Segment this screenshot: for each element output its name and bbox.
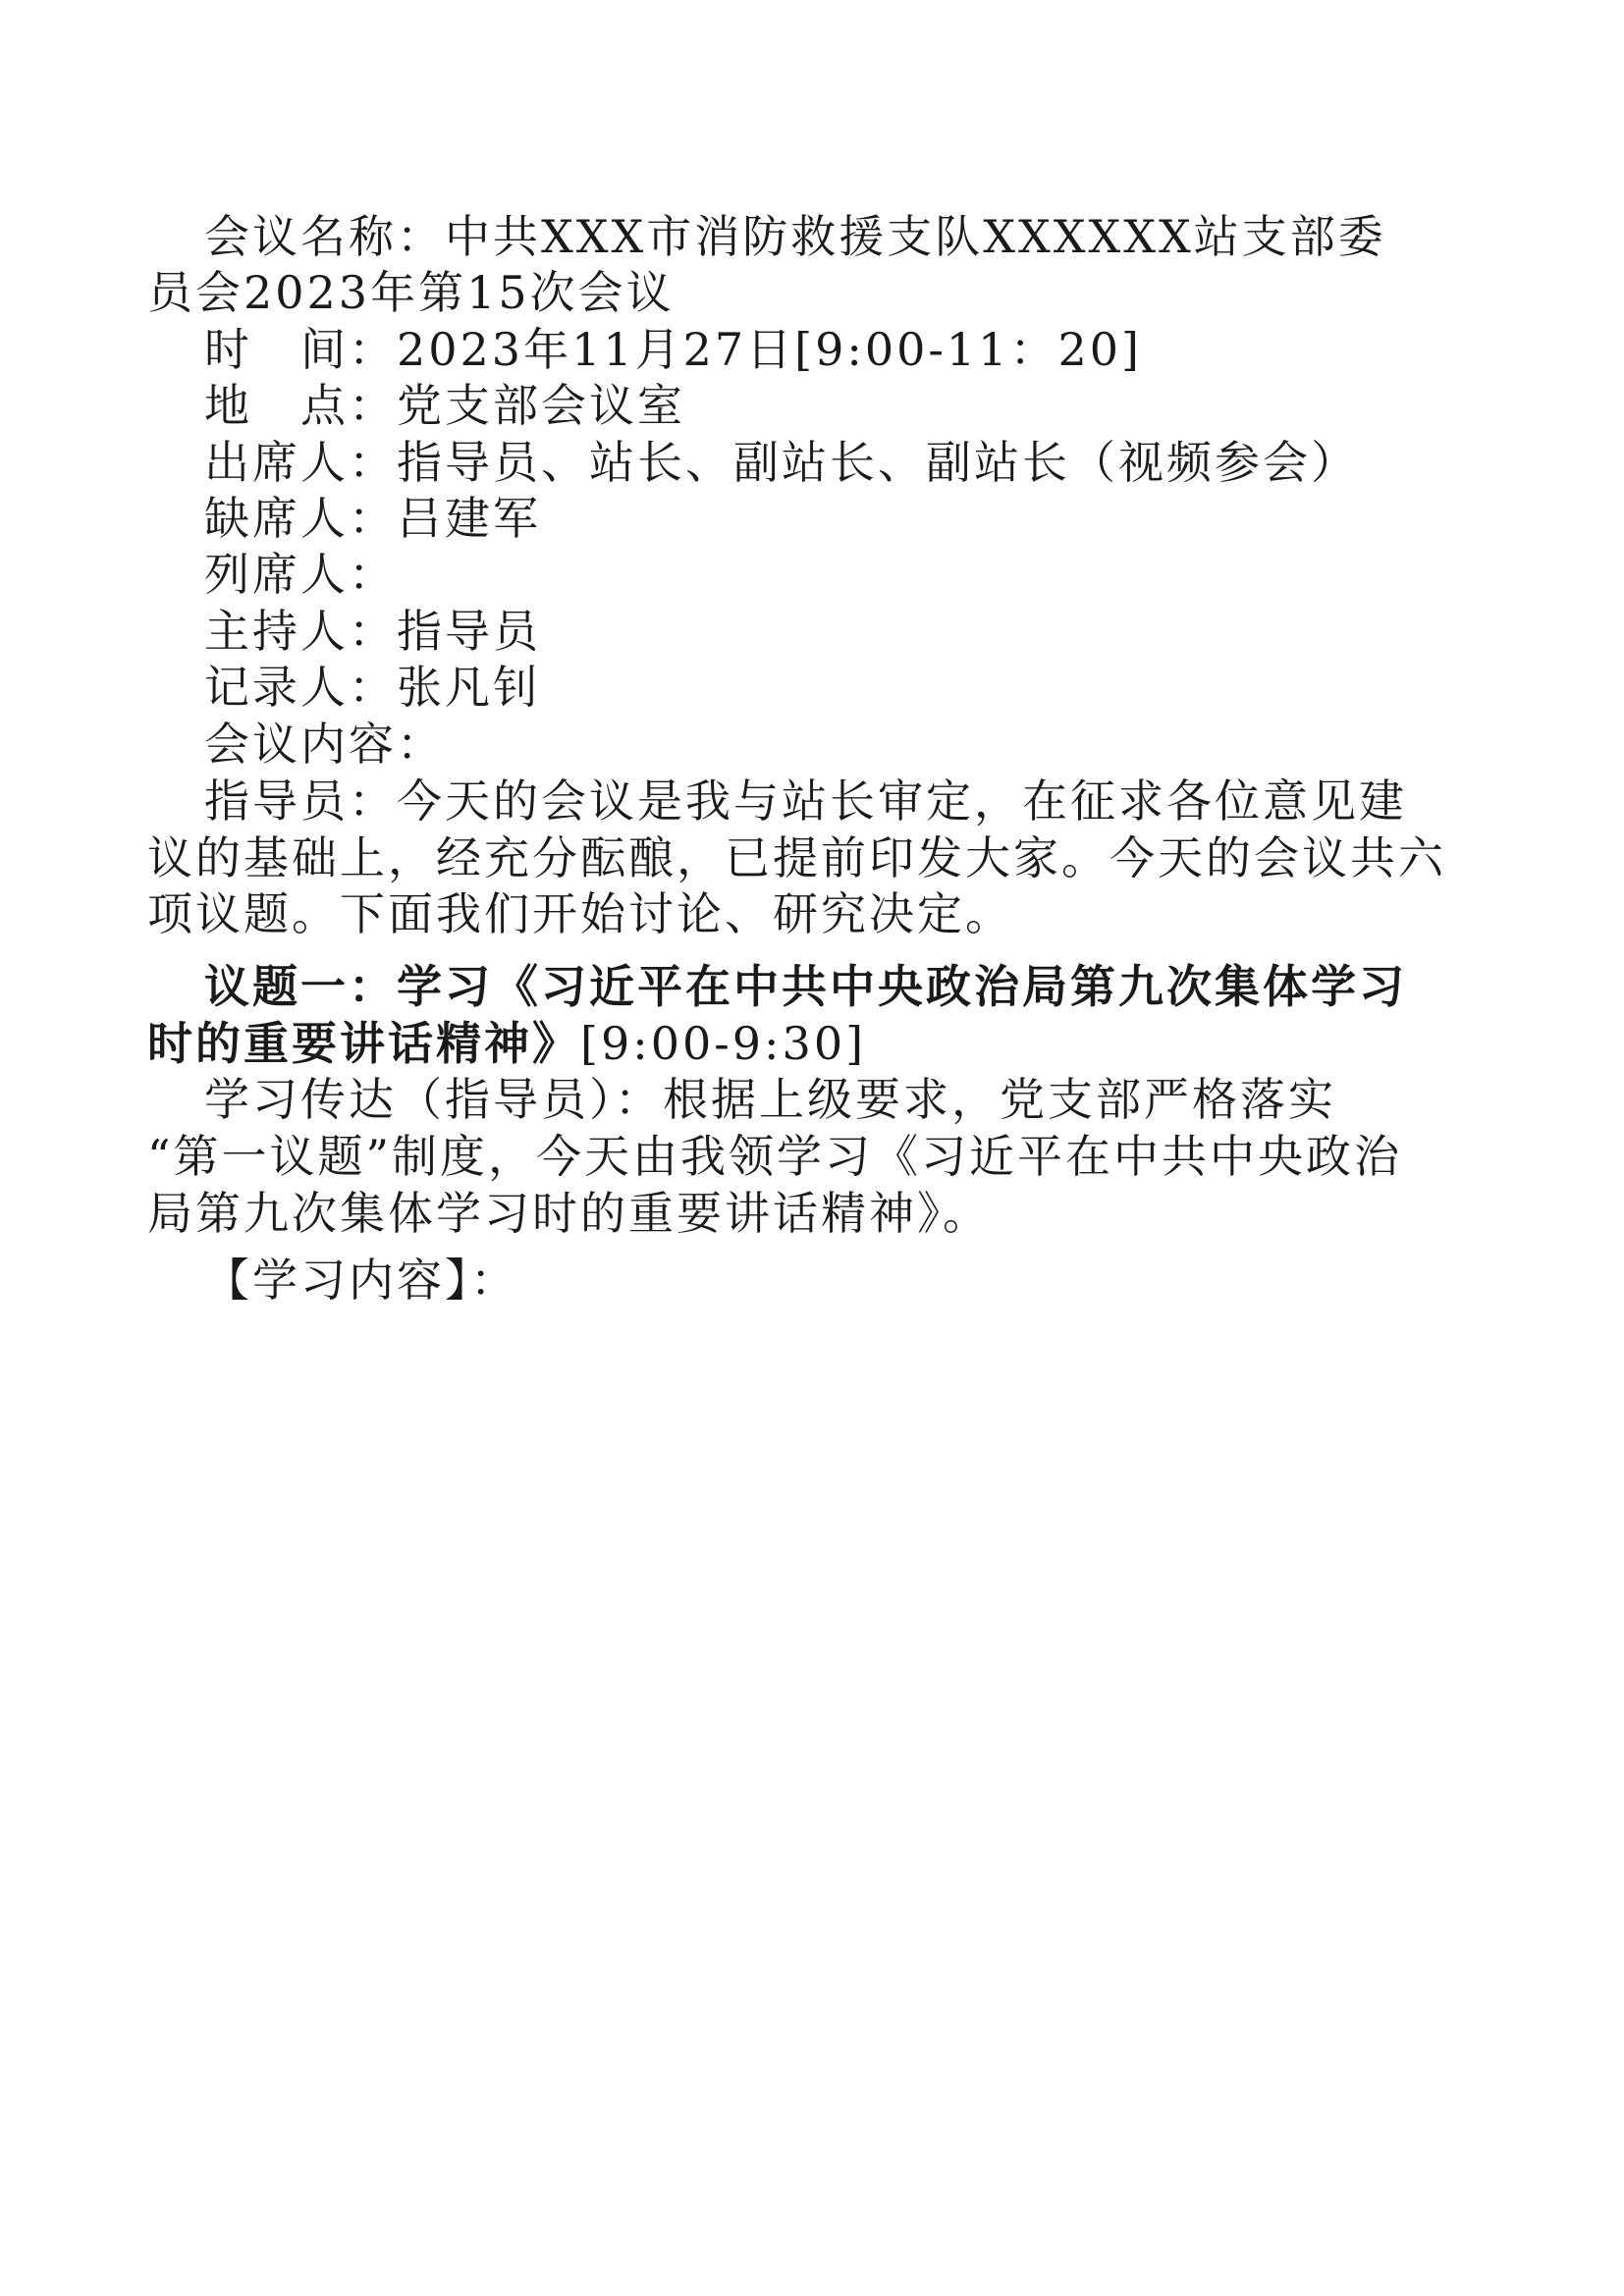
topic-1-body-line-3: 局第九次集体学习时的重要讲话精神》。 <box>147 1187 991 1240</box>
location-line <box>204 376 685 435</box>
absent-label: 缺席人： <box>204 492 397 545</box>
content-label: 会议内容： <box>204 718 445 771</box>
time-line <box>204 320 1142 379</box>
topic-1-heading-line-1: 议题一：学习《习近平在中共中央政治局第九次集体学习 <box>204 960 1407 1013</box>
topic-1-heading-title-end: 时的重要讲话精神》 <box>147 1017 580 1070</box>
topic-1-heading-line-2 <box>147 1014 866 1073</box>
topic-1-body-line-2: “第一议题”制度，今天由我领学习《习近平在中共中央政治 <box>147 1130 1403 1183</box>
meeting-name-label: 会议名称： <box>204 210 445 263</box>
absent-line <box>204 489 541 548</box>
attendees-label: 出席人： <box>204 436 397 489</box>
topic-1-body-line-1: 学习传达（指导员）：根据上级要求，党支部严格落实 <box>204 1073 1336 1126</box>
attendees-value: 指导员、站长、副站长、副站长（视频参会） <box>397 436 1359 489</box>
recorder-value: 张凡钊 <box>397 661 541 714</box>
intro-line-1: 指导员：今天的会议是我与站长审定，在征求各位意见建 <box>204 774 1407 828</box>
time-label: 时 间： <box>204 323 397 376</box>
meeting-name-value-part-1: 中共XXX市消防救援支队XXXXXX站支部委 <box>445 210 1386 263</box>
location-label: 地 点： <box>204 379 397 432</box>
time-value: 2023年11月27日[9:00-11：20] <box>397 323 1142 376</box>
host-value: 指导员 <box>397 605 541 658</box>
absent-value: 吕建军 <box>397 492 541 545</box>
study-content-label: 【学习内容】： <box>204 1254 518 1307</box>
intro-line-3: 项议题。下面我们开始讨论、研究决定。 <box>147 887 1013 940</box>
attendees-line <box>204 433 1359 492</box>
host-label: 主持人： <box>204 605 397 658</box>
topic-1-time: [9:00-9:30] <box>580 1017 867 1070</box>
observers-line <box>204 545 397 604</box>
meeting-name-line-1 <box>204 207 1386 266</box>
host-line <box>204 602 541 661</box>
observers-label: 列席人： <box>204 548 397 601</box>
intro-line-2: 议的基础上，经充分酝酿，已提前印发大家。今天的会议共六 <box>147 831 1446 884</box>
location-value: 党支部会议室 <box>397 379 685 432</box>
meeting-name-line-2: 员会2023年第15次会议 <box>147 266 675 319</box>
recorder-line <box>204 658 541 717</box>
recorder-label: 记录人： <box>204 661 397 714</box>
